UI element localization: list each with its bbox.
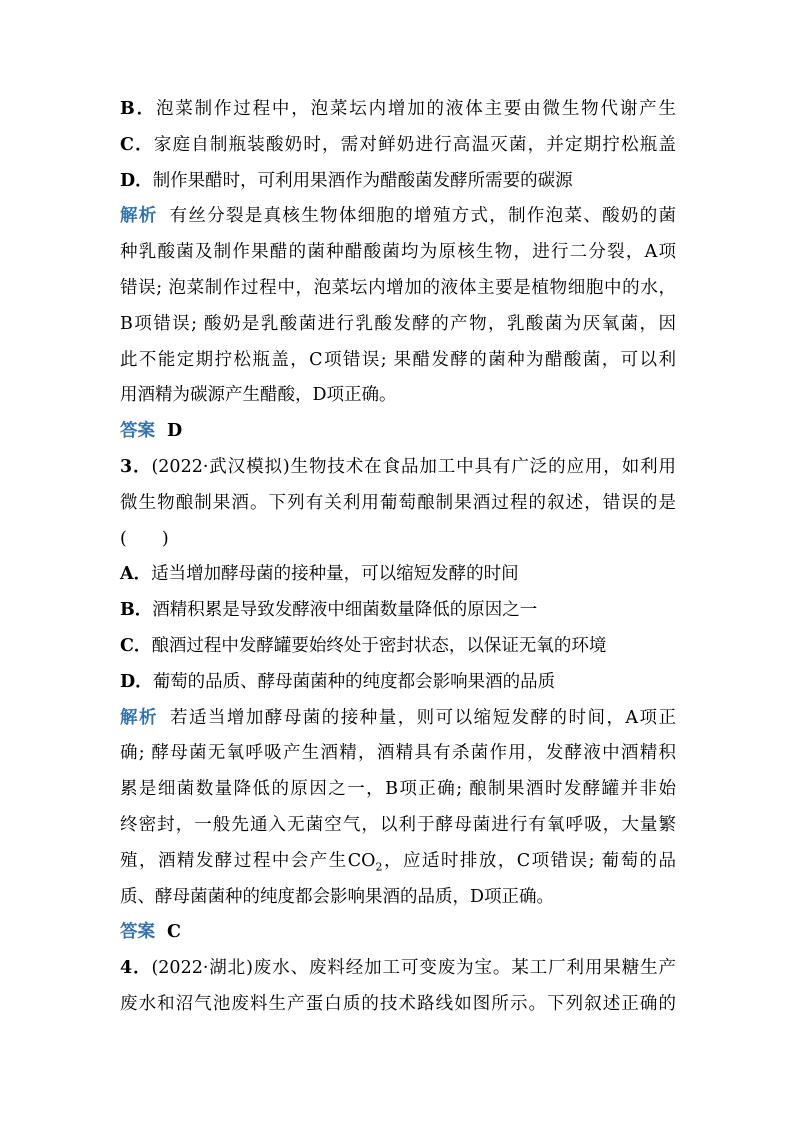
question-source: (2022·湖北) [151,958,253,979]
option-letter: A． [120,564,152,585]
option-letter: B． [120,600,153,621]
question-3-line: 微生物酿制果酒。下列有关利用葡萄酿制果酒过程的叙述，错误的是 [120,492,676,513]
question-number: 4． [120,958,152,979]
option-text: 适当增加酵母菌的接种量，可以缩短发酵的时间 [151,564,519,585]
option-text: 酿酒过程中发酵罐要始终处于密封状态，以保证无氧的环境 [151,635,607,656]
answer-value: C [167,922,181,943]
option-text: 泡菜制作过程中，泡菜坛内增加的液体主要由微生物代谢产生 [155,99,676,119]
option-letter: C． [120,635,152,656]
option-q2-d [120,164,676,200]
question-4-line: 废水和沼气池废料生产蛋白质的技术路线如图所示。下列叙述正确的 [120,993,676,1014]
analysis-q2-line: 错误; 泡菜制作过程中，泡菜坛内增加的液体主要是植物细胞中的水， [120,277,676,298]
question-number: 3． [120,456,152,477]
question-text: 废水、废料经加工可变废为宝。某工厂利用果糖生产 [252,958,676,979]
analysis-text: 若适当增加酵母菌的接种量，则可以缩短发酵的时间，A项正 [169,707,677,728]
answer-label: 答案 [120,922,155,943]
option-q2-b [120,92,676,128]
analysis-q2-line: 用酒精为碳源产生醋酸，D项正确。 [120,385,397,406]
analysis-label: 解析 [120,206,158,227]
question-text: 生物技术在食品加工中具有广泛的应用，如利用 [289,456,676,477]
option-letter: D． [120,671,153,692]
answer-q2 [120,414,676,450]
analysis-text: ，应适时排放，C项错误; 葡萄的品 [382,850,676,871]
subscript: 2 [375,860,383,874]
analysis-label: 解析 [120,707,158,728]
analysis-text: 有丝分裂是真核生物体细胞的增殖方式，制作泡菜、酸奶的菌 [169,206,677,227]
option-q2-c [120,128,676,164]
question-4-line [120,951,676,987]
option-q3-d [120,665,676,701]
analysis-q2-line [120,199,676,235]
option-letter: C． [120,134,154,155]
option-q3-a [120,557,676,593]
option-text: 家庭自制瓶装酸奶时，需对鲜奶进行高温灭菌，并定期拧松瓶盖 [153,134,676,155]
option-letter: D． [120,170,153,191]
answer-value: D [167,421,183,442]
analysis-q2-line: B项错误; 酸奶是乳酸菌进行乳酸发酵的产物，乳酸菌为厌氧菌，因 [120,313,676,334]
option-letter: B． [120,99,156,119]
option-text: 制作果醋时，可利用果酒作为醋酸菌发酵所需要的碳源 [152,170,573,191]
analysis-q3-line: 终密封，一般先通入无菌空气，以利于酵母菌进行有氧呼吸，大量繁 [120,814,676,835]
analysis-q2-line: 此不能定期拧松瓶盖，C项错误; 果醋发酵的菌种为醋酸菌，可以利 [120,349,676,370]
option-q3-c [120,629,676,665]
question-source: (2022·武汉模拟) [151,456,290,477]
answer-q3 [120,915,676,951]
analysis-text: 殖，酒精发酵过程中会产生CO [120,850,376,871]
analysis-q3-line [120,844,676,880]
analysis-q2-line: 种乳酸菌及制作果醋的菌种醋酸菌均为原核生物，进行二分裂，A项 [120,242,676,263]
analysis-q3-line: 累是细菌数量降低的原因之一，B项正确; 酿制果酒时发酵罐并非始 [120,779,676,800]
analysis-q3-line: 确; 酵母菌无氧呼吸产生酒精，酒精具有杀菌作用，发酵液中酒精积 [120,743,676,764]
option-q3-b [120,593,676,629]
analysis-q3-line: 质、酵母菌菌种的纯度都会影响果酒的品质，D项正确。 [120,886,555,907]
question-3-blank: ( ) [120,528,169,549]
question-3-line [120,450,676,486]
answer-label: 答案 [120,421,155,442]
analysis-q3-line [120,701,676,737]
option-text: 酒精积累是导致发酵液中细菌数量降低的原因之一 [152,600,538,621]
option-text: 葡萄的品质、酵母菌菌种的纯度都会影响果酒的品质 [152,671,556,692]
document-page [120,92,676,1023]
